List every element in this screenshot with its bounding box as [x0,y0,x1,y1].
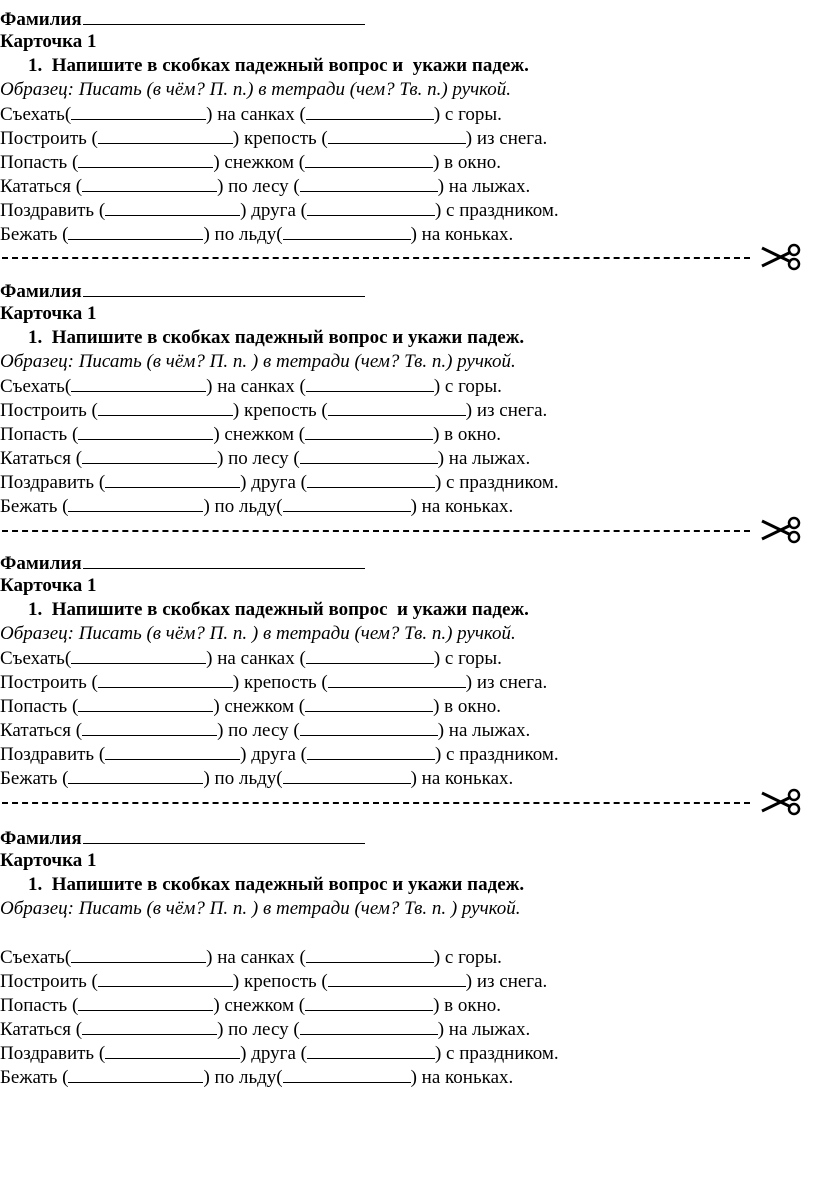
answer-blank [328,969,466,987]
exercise-text: Кататься ( [0,720,83,741]
exercise-text: Съехать( [0,947,72,968]
answer-blank [71,945,206,963]
exercise-text: ) друга ( [240,200,307,221]
exercise-line [0,1041,559,1065]
surname-row [0,550,365,574]
answer-blank [307,470,435,488]
answer-blank [300,1017,438,1035]
exercise-text: ) с горы. [433,376,502,397]
surname-label: Фамилия [0,281,82,302]
exercise-text: ) на лыжах. [437,176,531,197]
exercise-text: ) друга ( [240,1043,307,1064]
answer-blank [307,742,435,760]
exercise-text: ) в окно. [433,152,502,173]
exercise-text: ) с праздником. [434,1043,559,1064]
exercise-text: ) на лыжах. [437,720,531,741]
cut-line [0,243,816,271]
exercise-text: ) в окно. [433,995,502,1016]
exercise-text: ) снежком ( [213,995,306,1016]
answer-blank [305,422,433,440]
surname-blank [83,6,365,25]
exercise-line [0,646,502,670]
answer-blank [328,398,466,416]
example-line: Образец: Писать (в чём? П. п. ) в тетради (чем? Тв. п.) ручкой. [0,623,516,644]
surname-row [0,6,365,30]
answer-blank [306,374,434,392]
exercise-line [0,374,502,398]
exercise-line [0,1017,530,1041]
exercise-line [0,766,513,790]
answer-blank [283,222,411,240]
task-number: 1. [28,55,43,76]
exercise-text: ) из снега. [465,128,548,149]
exercise-line [0,945,502,969]
exercise-text: ) на лыжах. [437,448,531,469]
exercise-text: ) по льду( [203,768,283,789]
exercise-text: Съехать( [0,648,72,669]
answer-blank [68,494,203,512]
surname-label: Фамилия [0,9,82,30]
exercise-line [0,718,530,742]
card-title: Карточка 1 [0,303,97,324]
exercise-text: Бежать ( [0,768,69,789]
cut-line [0,788,816,816]
answer-blank [305,150,433,168]
task-line [0,54,529,78]
dashed-separator [2,257,750,259]
answer-blank [306,945,434,963]
exercise-line [0,126,547,150]
exercise-text: ) на санках ( [206,104,306,125]
answer-blank [98,969,233,987]
exercise-text: ) по льду( [203,224,283,245]
exercise-text: ) с горы. [433,104,502,125]
exercise-text: ) снежком ( [213,424,306,445]
exercise-line [0,422,501,446]
exercise-text: ) крепость ( [232,672,328,693]
scissors-icon [760,516,802,544]
exercise-text: Съехать( [0,104,72,125]
answer-blank [300,174,438,192]
answer-blank [105,742,240,760]
answer-blank [306,646,434,664]
exercise-text: ) по лесу ( [217,1019,300,1040]
task-line [0,598,529,622]
answer-blank [82,174,217,192]
exercise-text: Бежать ( [0,1067,69,1088]
exercise-text: ) по льду( [203,1067,283,1088]
exercise-text: Попасть ( [0,995,79,1016]
answer-blank [78,993,213,1011]
card-title: Карточка 1 [0,575,97,596]
exercise-text: ) по льду( [203,496,283,517]
exercise-text: ) на санках ( [206,947,306,968]
exercise-text: ) снежком ( [213,696,306,717]
task-number: 1. [28,599,43,620]
answer-blank [300,446,438,464]
exercise-text: ) по лесу ( [217,176,300,197]
exercise-text: ) на коньках. [410,1067,514,1088]
exercise-text: Попасть ( [0,152,79,173]
answer-blank [105,1041,240,1059]
exercise-text: ) в окно. [433,696,502,717]
exercise-text: ) крепость ( [232,400,328,421]
answer-blank [307,1041,435,1059]
answer-blank [71,102,206,120]
answer-blank [306,102,434,120]
cut-line [0,516,816,544]
exercise-text: ) по лесу ( [217,720,300,741]
exercise-text: Построить ( [0,128,98,149]
answer-blank [300,718,438,736]
surname-blank [83,825,365,844]
exercise-text: Построить ( [0,400,98,421]
exercise-text: Кататься ( [0,176,83,197]
answer-blank [78,422,213,440]
answer-blank [328,670,466,688]
exercise-text: Поздравить ( [0,1043,106,1064]
exercise-text: Попасть ( [0,424,79,445]
exercise-line [0,470,559,494]
dashed-separator [2,802,750,804]
task-text: Напишите в скобках падежный вопрос и укажи падеж. [51,874,525,895]
exercise-text: ) с горы. [433,947,502,968]
answer-blank [283,766,411,784]
scissors-icon [760,788,802,816]
answer-blank [98,670,233,688]
exercise-line [0,446,530,470]
answer-blank [105,470,240,488]
exercise-text: ) крепость ( [232,971,328,992]
exercise-text: ) в окно. [433,424,502,445]
exercise-text: Построить ( [0,672,98,693]
exercise-line [0,102,502,126]
exercise-text: ) снежком ( [213,152,306,173]
answer-blank [71,374,206,392]
exercise-line [0,1065,513,1089]
exercise-text: ) друга ( [240,472,307,493]
card-title: Карточка 1 [0,31,97,52]
exercise-text: Поздравить ( [0,744,106,765]
answer-blank [71,646,206,664]
task-number: 1. [28,327,43,348]
surname-label: Фамилия [0,553,82,574]
task-text: Напишите в скобках падежный вопрос и укажи падеж. [51,599,529,620]
card-title: Карточка 1 [0,850,97,871]
exercise-line [0,198,559,222]
dashed-separator [2,530,750,532]
surname-blank [83,278,365,297]
exercise-text: ) на коньках. [410,224,514,245]
exercise-line [0,494,513,518]
answer-blank [68,766,203,784]
exercise-text: Кататься ( [0,448,83,469]
exercise-text: ) на коньках. [410,768,514,789]
exercise-text: ) крепость ( [232,128,328,149]
task-line [0,873,524,897]
exercise-line [0,174,530,198]
exercise-line [0,670,547,694]
exercise-line [0,398,547,422]
exercise-text: ) с праздником. [434,472,559,493]
answer-blank [283,494,411,512]
exercise-text: Поздравить ( [0,200,106,221]
exercise-text: ) друга ( [240,744,307,765]
answer-blank [98,398,233,416]
exercise-text: ) с горы. [433,648,502,669]
exercise-text: ) на коньках. [410,496,514,517]
exercise-text: ) на санках ( [206,376,306,397]
exercise-text: ) с праздником. [434,744,559,765]
answer-blank [78,150,213,168]
answer-blank [307,198,435,216]
scissors-icon [760,243,802,271]
exercise-text: Попасть ( [0,696,79,717]
task-line [0,326,524,350]
exercise-line [0,694,501,718]
surname-row [0,278,365,302]
exercise-text: ) на санках ( [206,648,306,669]
exercise-text: ) из снега. [465,971,548,992]
exercise-text: ) на лыжах. [437,1019,531,1040]
exercise-text: ) по лесу ( [217,448,300,469]
surname-blank [83,550,365,569]
example-line: Образец: Писать (в чём? П. п. ) в тетради (чем? Тв. п. ) ручкой. [0,898,521,919]
answer-blank [328,126,466,144]
exercise-line [0,969,547,993]
answer-blank [283,1065,411,1083]
exercise-text: Съехать( [0,376,72,397]
exercise-text: ) из снега. [465,400,548,421]
answer-blank [82,446,217,464]
answer-blank [105,198,240,216]
answer-blank [68,1065,203,1083]
exercise-text: Бежать ( [0,496,69,517]
exercise-text: ) с праздником. [434,200,559,221]
task-text: Напишите в скобках падежный вопрос и укажи падеж. [51,327,525,348]
example-line: Образец: Писать (в чём? П. п.) в тетради (чем? Тв. п.) ручкой. [0,79,512,100]
surname-label: Фамилия [0,828,82,849]
surname-row [0,825,365,849]
answer-blank [82,1017,217,1035]
answer-blank [78,694,213,712]
answer-blank [305,694,433,712]
example-line: Образец: Писать (в чём? П. п. ) в тетради (чем? Тв. п.) ручкой. [0,351,516,372]
exercise-line [0,150,501,174]
answer-blank [68,222,203,240]
exercise-line [0,742,559,766]
exercise-text: Поздравить ( [0,472,106,493]
exercise-line [0,993,501,1017]
answer-blank [98,126,233,144]
task-text: Напишите в скобках падежный вопрос и укажи падеж. [51,55,529,76]
exercise-text: Кататься ( [0,1019,83,1040]
answer-blank [82,718,217,736]
answer-blank [305,993,433,1011]
exercise-text: ) из снега. [465,672,548,693]
exercise-text: Построить ( [0,971,98,992]
task-number: 1. [28,874,43,895]
exercise-text: Бежать ( [0,224,69,245]
